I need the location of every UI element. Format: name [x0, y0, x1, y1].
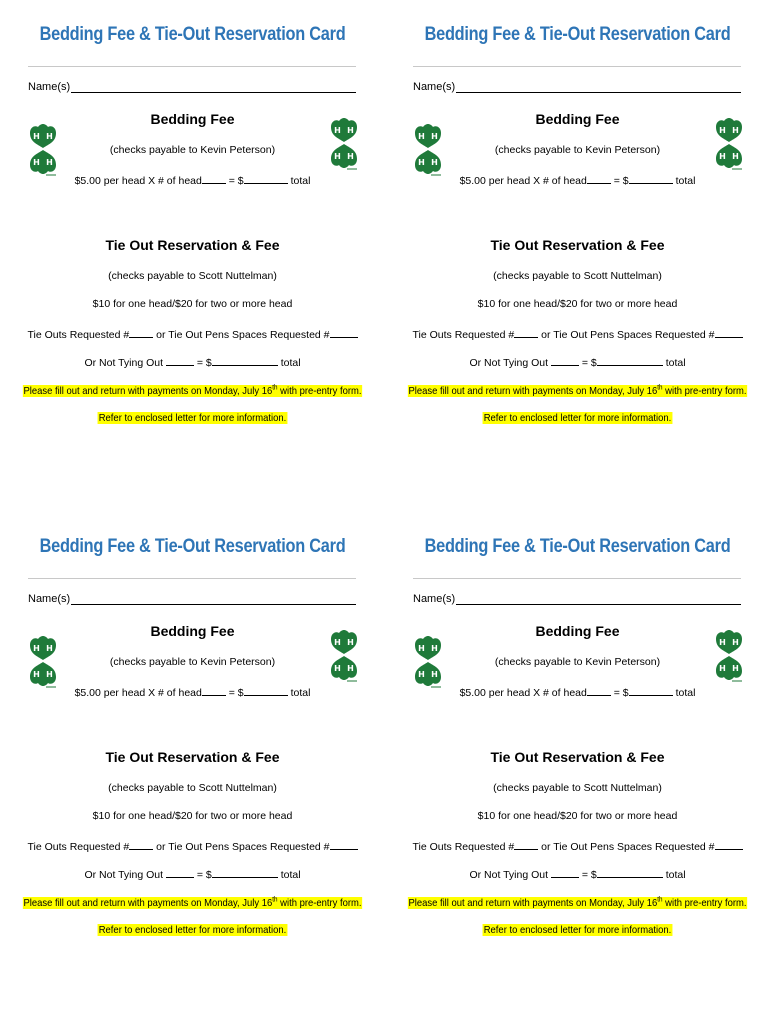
- not-tying-equals-label: = $: [193, 357, 212, 369]
- return-notice-text-end: with pre-entry form.: [277, 896, 362, 909]
- tie-out-requested: [0, 327, 385, 341]
- bedding-fee-amount-blank[interactable]: [629, 685, 673, 696]
- svg-text:H: H: [732, 152, 739, 161]
- names-blank-line[interactable]: [456, 80, 741, 93]
- svg-text:H: H: [46, 158, 53, 167]
- return-notice-text: Please fill out and return with payments on Monday, July 16: [408, 384, 658, 397]
- head-count-blank[interactable]: [587, 173, 611, 184]
- return-notice-text: Please fill out and return with payments on Monday, July 16: [23, 896, 273, 909]
- svg-text:H: H: [719, 664, 726, 673]
- reservation-card: [0, 512, 385, 1024]
- svg-text:H: H: [334, 126, 341, 135]
- tie-out-total-label: total: [277, 357, 301, 369]
- bedding-fee-equals-label: = $: [610, 687, 629, 699]
- bedding-fee-heading: Bedding Fee: [535, 111, 620, 127]
- date-suffix: th: [272, 384, 278, 391]
- names-label: Name(s): [28, 593, 71, 605]
- tie-out-amount-blank[interactable]: [212, 355, 278, 366]
- tie-out-total-label: total: [662, 869, 686, 881]
- bedding-fee-calculation: [385, 685, 770, 699]
- not-tying-out: [0, 867, 385, 881]
- not-tying-out: [0, 355, 385, 369]
- head-count-blank[interactable]: [202, 173, 226, 184]
- bedding-fee-payable-to: (checks payable to Kevin Peterson): [494, 144, 661, 156]
- svg-text:H: H: [33, 132, 40, 141]
- title-divider: [413, 578, 741, 579]
- not-tying-out-blank[interactable]: [551, 355, 579, 366]
- reservation-card: [385, 0, 770, 512]
- tie-out-requested: [385, 327, 770, 341]
- names-field[interactable]: [28, 80, 356, 93]
- svg-text:H: H: [719, 126, 726, 135]
- reservation-card: [385, 512, 770, 1024]
- not-tying-out-blank[interactable]: [551, 867, 579, 878]
- svg-text:H: H: [732, 664, 739, 673]
- tie-outs-requested-label: Tie Outs Requested #: [27, 841, 130, 853]
- tie-out-heading: Tie Out Reservation & Fee: [105, 749, 280, 765]
- tie-out-pricing: $10 for one head/$20 for two or more head: [92, 298, 293, 310]
- names-field[interactable]: [413, 592, 741, 605]
- reservation-card: [0, 0, 385, 512]
- date-suffix: th: [272, 896, 278, 903]
- bedding-fee-heading: Bedding Fee: [535, 623, 620, 639]
- svg-text:H: H: [33, 158, 40, 167]
- head-count-blank[interactable]: [587, 685, 611, 696]
- not-tying-out-blank[interactable]: [166, 867, 194, 878]
- tie-outs-requested-label: Tie Outs Requested #: [412, 841, 515, 853]
- not-tying-out-label: Or Not Tying Out: [84, 869, 166, 881]
- card-title: Bedding Fee & Tie-Out Reservation Card: [39, 536, 346, 557]
- bedding-fee-rate-label: $5.00 per head X # of head: [74, 687, 202, 699]
- return-notice-highlight: [408, 385, 748, 397]
- tie-outs-requested-label: Tie Outs Requested #: [412, 329, 515, 341]
- not-tying-out-blank[interactable]: [166, 355, 194, 366]
- names-label: Name(s): [28, 81, 71, 93]
- pens-count-blank[interactable]: [330, 839, 358, 850]
- title-divider: [28, 578, 356, 579]
- svg-text:H: H: [46, 644, 53, 653]
- bedding-fee-payable-to: (checks payable to Kevin Peterson): [109, 144, 276, 156]
- bedding-fee-total-label: total: [672, 687, 696, 699]
- return-notice-text: Please fill out and return with payments on Monday, July 16: [23, 384, 273, 397]
- not-tying-out-label: Or Not Tying Out: [469, 869, 551, 881]
- tie-outs-count-blank[interactable]: [129, 327, 153, 338]
- bedding-fee-total-label: total: [287, 687, 311, 699]
- names-label: Name(s): [413, 81, 456, 93]
- tie-out-pens-label: or Tie Out Pens Spaces Requested #: [153, 329, 330, 341]
- card-title: Bedding Fee & Tie-Out Reservation Card: [424, 24, 731, 45]
- pens-count-blank[interactable]: [715, 839, 743, 850]
- tie-out-requested: [385, 839, 770, 853]
- tie-outs-requested-label: Tie Outs Requested #: [27, 329, 130, 341]
- card-title: Bedding Fee & Tie-Out Reservation Card: [39, 24, 346, 45]
- head-count-blank[interactable]: [202, 685, 226, 696]
- svg-text:H: H: [46, 670, 53, 679]
- tie-out-pens-label: or Tie Out Pens Spaces Requested #: [153, 841, 330, 853]
- not-tying-out: [385, 355, 770, 369]
- bedding-fee-total-label: total: [287, 175, 311, 187]
- not-tying-out: [385, 867, 770, 881]
- tie-out-requested: [0, 839, 385, 853]
- names-label: Name(s): [413, 593, 456, 605]
- return-notice: [404, 384, 751, 397]
- card-title: Bedding Fee & Tie-Out Reservation Card: [424, 536, 731, 557]
- date-suffix: th: [657, 896, 663, 903]
- tie-outs-count-blank[interactable]: [514, 839, 538, 850]
- svg-text:H: H: [418, 644, 425, 653]
- refer-letter-text: Refer to enclosed letter for more information.: [483, 924, 672, 936]
- title-divider: [28, 66, 356, 67]
- tie-out-pens-label: or Tie Out Pens Spaces Requested #: [538, 841, 715, 853]
- bedding-fee-payable-to: (checks payable to Kevin Peterson): [494, 656, 661, 668]
- bedding-fee-equals-label: = $: [225, 175, 244, 187]
- pens-count-blank[interactable]: [715, 327, 743, 338]
- bedding-fee-heading: Bedding Fee: [150, 111, 235, 127]
- refer-letter-note: [19, 924, 366, 936]
- bedding-fee-equals-label: = $: [610, 175, 629, 187]
- tie-out-payable-to: (checks payable to Scott Nuttelman): [493, 782, 662, 794]
- not-tying-equals-label: = $: [578, 869, 597, 881]
- refer-letter-text: Refer to enclosed letter for more information.: [483, 412, 672, 424]
- names-blank-line[interactable]: [456, 592, 741, 605]
- svg-text:H: H: [418, 158, 425, 167]
- svg-text:H: H: [347, 152, 354, 161]
- svg-text:H: H: [431, 158, 438, 167]
- bedding-fee-amount-blank[interactable]: [244, 685, 288, 696]
- not-tying-out-label: Or Not Tying Out: [84, 357, 166, 369]
- return-notice-highlight: [23, 385, 363, 397]
- bedding-fee-equals-label: = $: [225, 687, 244, 699]
- not-tying-equals-label: = $: [193, 869, 212, 881]
- tie-out-pricing: $10 for one head/$20 for two or more head: [477, 810, 678, 822]
- bedding-fee-calculation: [0, 173, 385, 187]
- svg-text:H: H: [334, 152, 341, 161]
- not-tying-out-label: Or Not Tying Out: [469, 357, 551, 369]
- tie-out-payable-to: (checks payable to Scott Nuttelman): [108, 270, 277, 282]
- svg-text:H: H: [33, 644, 40, 653]
- bedding-fee-amount-blank[interactable]: [629, 173, 673, 184]
- bedding-fee-total-label: total: [672, 175, 696, 187]
- tie-out-heading: Tie Out Reservation & Fee: [490, 237, 665, 253]
- bedding-fee-rate-label: $5.00 per head X # of head: [459, 175, 587, 187]
- title-divider: [413, 66, 741, 67]
- svg-text:H: H: [431, 644, 438, 653]
- svg-text:H: H: [347, 126, 354, 135]
- tie-out-total-label: total: [277, 869, 301, 881]
- return-notice-text-end: with pre-entry form.: [662, 896, 747, 909]
- return-notice: [19, 896, 366, 909]
- bedding-fee-amount-blank[interactable]: [244, 173, 288, 184]
- svg-text:H: H: [719, 152, 726, 161]
- bedding-fee-payable-to: (checks payable to Kevin Peterson): [109, 656, 276, 668]
- svg-text:H: H: [732, 638, 739, 647]
- svg-text:H: H: [347, 638, 354, 647]
- bedding-fee-calculation: [385, 173, 770, 187]
- not-tying-equals-label: = $: [578, 357, 597, 369]
- tie-out-payable-to: (checks payable to Scott Nuttelman): [108, 782, 277, 794]
- refer-letter-note: [404, 412, 751, 424]
- refer-letter-note: [19, 412, 366, 424]
- names-blank-line[interactable]: [71, 592, 356, 605]
- return-notice: [404, 896, 751, 909]
- return-notice-text: Please fill out and return with payments on Monday, July 16: [408, 896, 658, 909]
- bedding-fee-rate-label: $5.00 per head X # of head: [74, 175, 202, 187]
- svg-text:H: H: [719, 638, 726, 647]
- tie-out-amount-blank[interactable]: [212, 867, 278, 878]
- return-notice: [19, 384, 366, 397]
- return-notice-text-end: with pre-entry form.: [277, 384, 362, 397]
- tie-outs-count-blank[interactable]: [514, 327, 538, 338]
- bedding-fee-calculation: [0, 685, 385, 699]
- svg-text:H: H: [431, 670, 438, 679]
- tie-out-amount-blank[interactable]: [597, 355, 663, 366]
- tie-out-pricing: $10 for one head/$20 for two or more head: [477, 298, 678, 310]
- bedding-fee-heading: Bedding Fee: [150, 623, 235, 639]
- svg-text:H: H: [46, 132, 53, 141]
- return-notice-highlight: [23, 897, 363, 909]
- svg-text:H: H: [33, 670, 40, 679]
- bedding-fee-rate-label: $5.00 per head X # of head: [459, 687, 587, 699]
- svg-text:H: H: [418, 670, 425, 679]
- tie-out-heading: Tie Out Reservation & Fee: [105, 237, 280, 253]
- refer-letter-note: [404, 924, 751, 936]
- tie-out-pens-label: or Tie Out Pens Spaces Requested #: [538, 329, 715, 341]
- tie-out-amount-blank[interactable]: [597, 867, 663, 878]
- tie-out-total-label: total: [662, 357, 686, 369]
- svg-text:H: H: [431, 132, 438, 141]
- refer-letter-text: Refer to enclosed letter for more information.: [98, 412, 287, 424]
- svg-text:H: H: [347, 664, 354, 673]
- svg-text:H: H: [334, 638, 341, 647]
- date-suffix: th: [657, 384, 663, 391]
- tie-outs-count-blank[interactable]: [129, 839, 153, 850]
- names-field[interactable]: [28, 592, 356, 605]
- svg-text:H: H: [732, 126, 739, 135]
- names-blank-line[interactable]: [71, 80, 356, 93]
- pens-count-blank[interactable]: [330, 327, 358, 338]
- tie-out-payable-to: (checks payable to Scott Nuttelman): [493, 270, 662, 282]
- refer-letter-text: Refer to enclosed letter for more information.: [98, 924, 287, 936]
- svg-text:H: H: [418, 132, 425, 141]
- svg-text:H: H: [334, 664, 341, 673]
- tie-out-heading: Tie Out Reservation & Fee: [490, 749, 665, 765]
- return-notice-text-end: with pre-entry form.: [662, 384, 747, 397]
- tie-out-pricing: $10 for one head/$20 for two or more head: [92, 810, 293, 822]
- return-notice-highlight: [408, 897, 748, 909]
- names-field[interactable]: [413, 80, 741, 93]
